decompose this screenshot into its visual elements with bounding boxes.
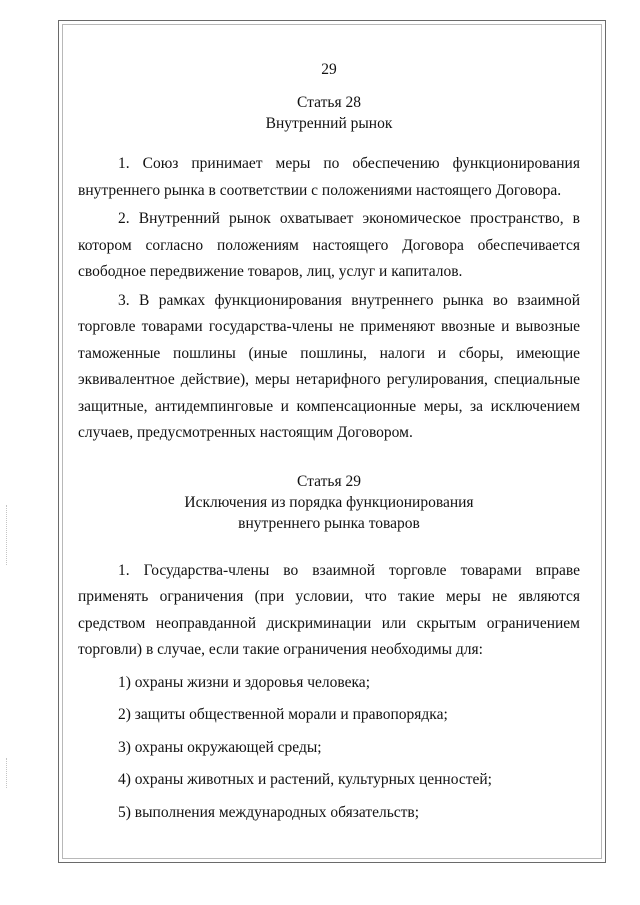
article-28 bbox=[78, 92, 580, 447]
list-item: 1) охраны жизни и здоровья человека; bbox=[118, 673, 370, 691]
page-number: 29 bbox=[321, 61, 337, 78]
article-28-paragraph-1: 1. Союз принимает меры по обеспечению функционирования внутреннего рынка в соответствии с положениями настоящего Договора. bbox=[78, 155, 580, 199]
list-item: 5) выполнения международных обязательств; bbox=[118, 803, 420, 821]
document-page bbox=[78, 58, 580, 826]
list-item: 3) охраны окружающей среды; bbox=[118, 738, 322, 756]
article-29-paragraph-1: 1. Государства-члены во взаимной торговле товарами вправе применять ограничения (при условии, что такие меры не являются средством неоправданной дискриминации или скрытым ограничением торговли) в случае, если такие ограничения необходимы для: bbox=[78, 561, 580, 658]
list-item: 4) охраны животных и растений, культурных ценностей; bbox=[118, 771, 492, 788]
article-29-title-line-1: Исключения из порядка функционирования bbox=[184, 493, 474, 511]
article-28-paragraph-2: 2. Внутренний рынок охватывает экономическое пространство, в котором согласно положениям настоящего Договора обеспечивается свободное передвижение товаров, лиц, услуг и капиталов. bbox=[78, 210, 580, 280]
scan-artifact bbox=[6, 758, 9, 788]
article-29 bbox=[78, 471, 580, 827]
article-28-number: Статья 28 bbox=[297, 94, 361, 111]
article-29-title-line-2: внутреннего рынка товаров bbox=[238, 514, 420, 532]
article-28-title: Внутренний рынок bbox=[265, 115, 393, 132]
list-item: 2) защиты общественной морали и правопорядка; bbox=[118, 706, 448, 723]
article-28-paragraph-3: 3. В рамках функционирования внутреннего рынка во взаимной торговле товарами государства-члены не применяют ввозные и вывозные таможенные пошлины (иные пошлины, налоги и сборы, имеющие эквивалентное действие), меры нетарифного регулирования, специальные защитные, антидемпинговые и компенсационные меры, за исключением случаев, предусмотренных настоящим Договором. bbox=[78, 291, 580, 441]
scan-artifact bbox=[6, 505, 9, 565]
article-29-number: Статья 29 bbox=[297, 472, 361, 490]
